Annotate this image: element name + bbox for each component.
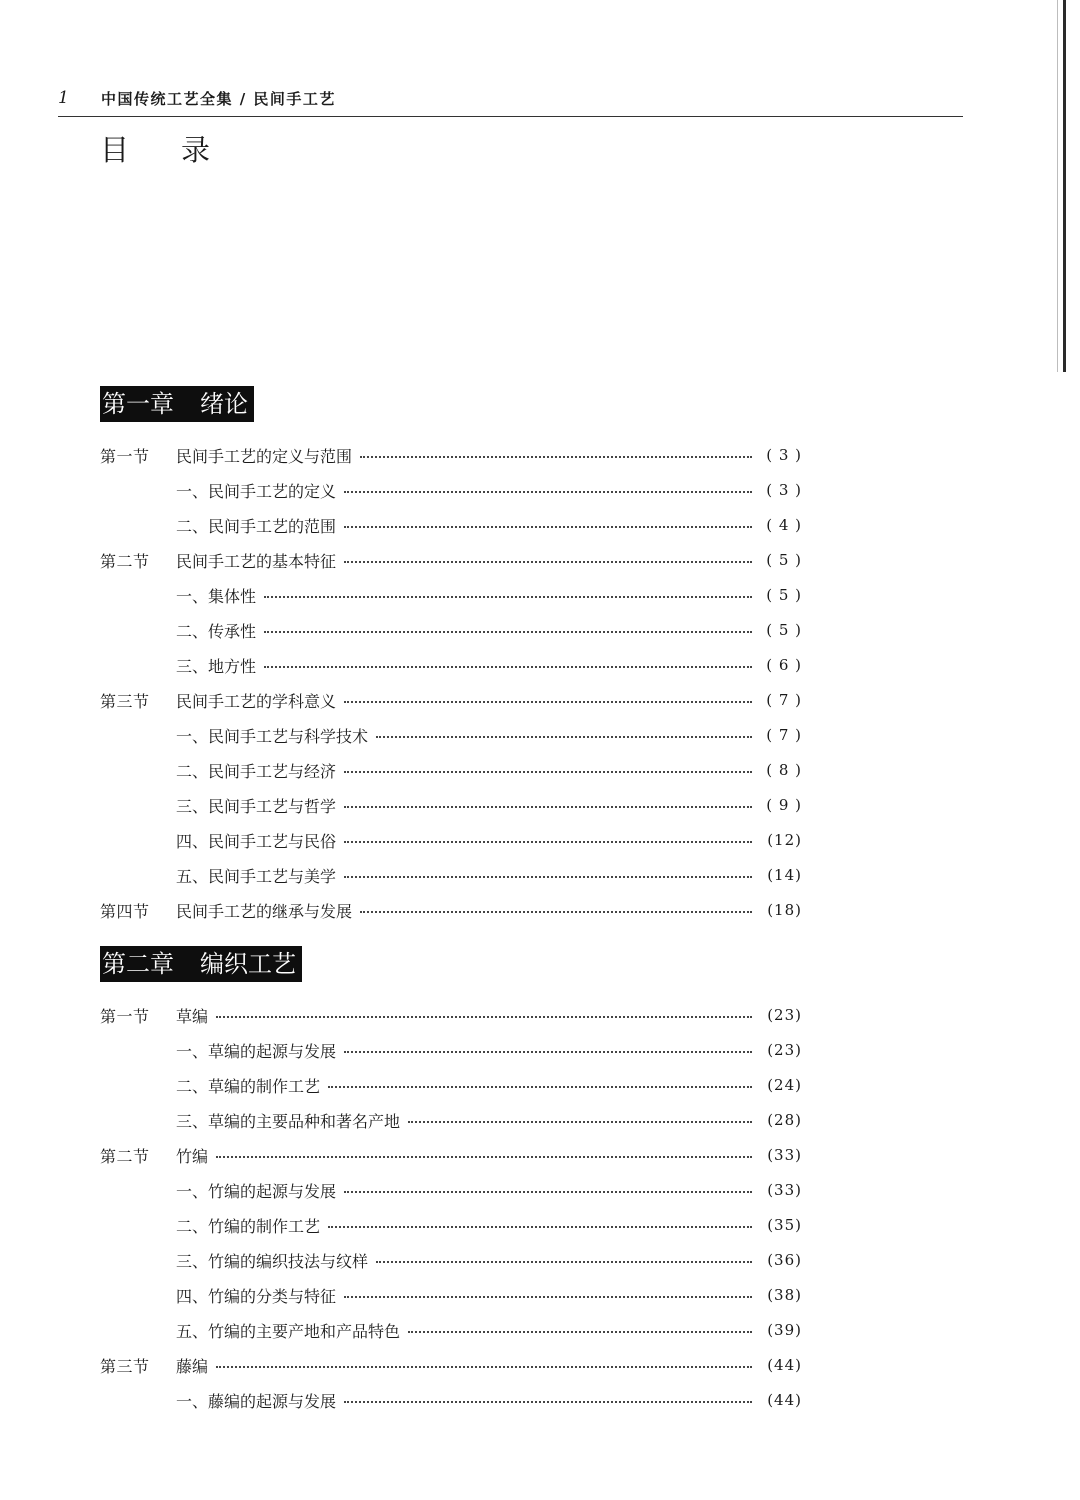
entry-page-number: ( 3 ) (766, 481, 802, 499)
toc-section-entry (100, 1143, 802, 1167)
entry-page-number: (44) (767, 1391, 802, 1409)
entry-title: 二、民间手工艺的范围 (176, 516, 337, 536)
entry-title: 二、传承性 (176, 621, 257, 641)
dot-leader (360, 909, 752, 913)
entry-page-number: (44) (767, 1356, 802, 1374)
toc-subsection-entry (100, 1388, 802, 1412)
entry-page-number: (39) (767, 1321, 802, 1339)
chapter-heading (100, 946, 302, 982)
dot-leader (344, 1049, 752, 1053)
dot-leader (328, 1084, 752, 1088)
dot-leader (264, 594, 752, 598)
dot-leader (264, 629, 752, 633)
dot-leader (344, 804, 752, 808)
dot-leader (376, 1259, 752, 1263)
entry-title: 民间手工艺的定义与范围 (176, 446, 353, 466)
chapter-number: 第一章 (102, 390, 174, 418)
section-number: 第三节 (100, 1356, 150, 1376)
dot-leader (344, 489, 752, 493)
toc-subsection-entry (100, 513, 802, 537)
entry-title: 藤编 (176, 1356, 209, 1376)
entry-title: 一、民间手工艺的定义 (176, 481, 337, 501)
entry-page-number: ( 7 ) (766, 726, 802, 744)
entry-page-number: ( 5 ) (766, 621, 802, 639)
entry-page-number: (36) (767, 1251, 802, 1269)
section-number: 第一节 (100, 446, 150, 466)
dot-leader (216, 1364, 752, 1368)
entry-page-number: ( 8 ) (766, 761, 802, 779)
toc-subsection-entry (100, 863, 802, 887)
entry-page-number: (14) (767, 866, 802, 884)
toc-subsection-entry (100, 478, 802, 502)
toc-subsection-entry (100, 1108, 802, 1132)
entry-title: 四、竹编的分类与特征 (176, 1286, 337, 1306)
dot-leader (344, 559, 752, 563)
page-header (58, 86, 963, 117)
entry-title: 四、民间手工艺与民俗 (176, 831, 337, 851)
dot-leader (360, 454, 752, 458)
toc-subsection-entry (100, 1283, 802, 1307)
entry-title: 一、草编的起源与发展 (176, 1041, 337, 1061)
chapter-number: 第二章 (102, 950, 174, 978)
dot-leader (264, 664, 752, 668)
toc-title: 目录 (100, 133, 263, 167)
entry-page-number: ( 5 ) (766, 586, 802, 604)
section-number: 第三节 (100, 691, 150, 711)
entry-title: 五、民间手工艺与美学 (176, 866, 337, 886)
entry-page-number: (28) (767, 1111, 802, 1129)
entry-page-number: ( 3 ) (766, 446, 802, 464)
entry-page-number: ( 4 ) (766, 516, 802, 534)
section-number: 第四节 (100, 901, 150, 921)
toc-section-entry (100, 688, 802, 712)
entry-page-number: ( 9 ) (766, 796, 802, 814)
entry-title: 二、草编的制作工艺 (176, 1076, 321, 1096)
toc-subsection-entry (100, 1178, 802, 1202)
entry-title: 草编 (176, 1006, 209, 1026)
entry-page-number: ( 6 ) (766, 656, 802, 674)
page-number: 1 (58, 88, 69, 108)
dot-leader (344, 1294, 752, 1298)
entry-title: 三、草编的主要品种和著名产地 (176, 1111, 401, 1131)
dot-leader (408, 1329, 752, 1333)
entry-title: 一、藤编的起源与发展 (176, 1391, 337, 1411)
dot-leader (344, 1399, 752, 1403)
toc-subsection-entry (100, 758, 802, 782)
toc-subsection-entry (100, 1248, 802, 1272)
entry-page-number: ( 5 ) (766, 551, 802, 569)
entry-title: 三、民间手工艺与哲学 (176, 796, 337, 816)
scan-edge-shadow (1057, 0, 1058, 372)
entry-page-number: (38) (767, 1286, 802, 1304)
dot-leader (344, 839, 752, 843)
toc-section-entry (100, 1353, 802, 1377)
entry-page-number: (35) (767, 1216, 802, 1234)
toc-section-entry (100, 1003, 802, 1027)
chapter-heading (100, 386, 254, 422)
section-number: 第二节 (100, 551, 150, 571)
toc-section-entry (100, 898, 802, 922)
entry-title: 竹编 (176, 1146, 209, 1166)
toc-subsection-entry (100, 653, 802, 677)
toc-subsection-entry (100, 618, 802, 642)
dot-leader (344, 1189, 752, 1193)
toc-subsection-entry (100, 793, 802, 817)
entry-page-number: (18) (767, 901, 802, 919)
entry-title: 一、民间手工艺与科学技术 (176, 726, 369, 746)
dot-leader (376, 734, 752, 738)
toc-subsection-entry (100, 723, 802, 747)
toc-subsection-entry (100, 1213, 802, 1237)
entry-title: 二、竹编的制作工艺 (176, 1216, 321, 1236)
entry-title: 一、竹编的起源与发展 (176, 1181, 337, 1201)
section-number: 第一节 (100, 1006, 150, 1026)
dot-leader (344, 524, 752, 528)
entry-title: 五、竹编的主要产地和产品特色 (176, 1321, 401, 1341)
entry-title: 民间手工艺的学科意义 (176, 691, 337, 711)
entry-page-number: (12) (767, 831, 802, 849)
entry-title: 三、地方性 (176, 656, 257, 676)
toc-subsection-entry (100, 1073, 802, 1097)
entry-title: 民间手工艺的继承与发展 (176, 901, 353, 921)
dot-leader (328, 1224, 752, 1228)
entry-page-number: (24) (767, 1076, 802, 1094)
entry-page-number: (33) (767, 1181, 802, 1199)
chapter-name: 编织工艺 (200, 950, 296, 978)
toc-section-entry (100, 443, 802, 467)
section-number: 第二节 (100, 1146, 150, 1166)
toc-section-entry (100, 548, 802, 572)
toc-subsection-entry (100, 1038, 802, 1062)
toc-subsection-entry (100, 828, 802, 852)
entry-title: 三、竹编的编织技法与纹样 (176, 1251, 369, 1271)
dot-leader (408, 1119, 752, 1123)
entry-title: 一、集体性 (176, 586, 257, 606)
dot-leader (344, 874, 752, 878)
dot-leader (344, 699, 752, 703)
entry-title: 民间手工艺的基本特征 (176, 551, 337, 571)
entry-title: 二、民间手工艺与经济 (176, 761, 337, 781)
running-head: 中国传统工艺全集 / 民间手工艺 (101, 90, 336, 108)
chapter-name: 绪论 (200, 390, 248, 418)
toc-subsection-entry (100, 583, 802, 607)
entry-page-number: ( 7 ) (766, 691, 802, 709)
toc-subsection-entry (100, 1318, 802, 1342)
entry-page-number: (23) (767, 1041, 802, 1059)
dot-leader (344, 769, 752, 773)
entry-page-number: (23) (767, 1006, 802, 1024)
scan-edge-line (1063, 0, 1066, 372)
dot-leader (216, 1014, 752, 1018)
dot-leader (216, 1154, 752, 1158)
entry-page-number: (33) (767, 1146, 802, 1164)
